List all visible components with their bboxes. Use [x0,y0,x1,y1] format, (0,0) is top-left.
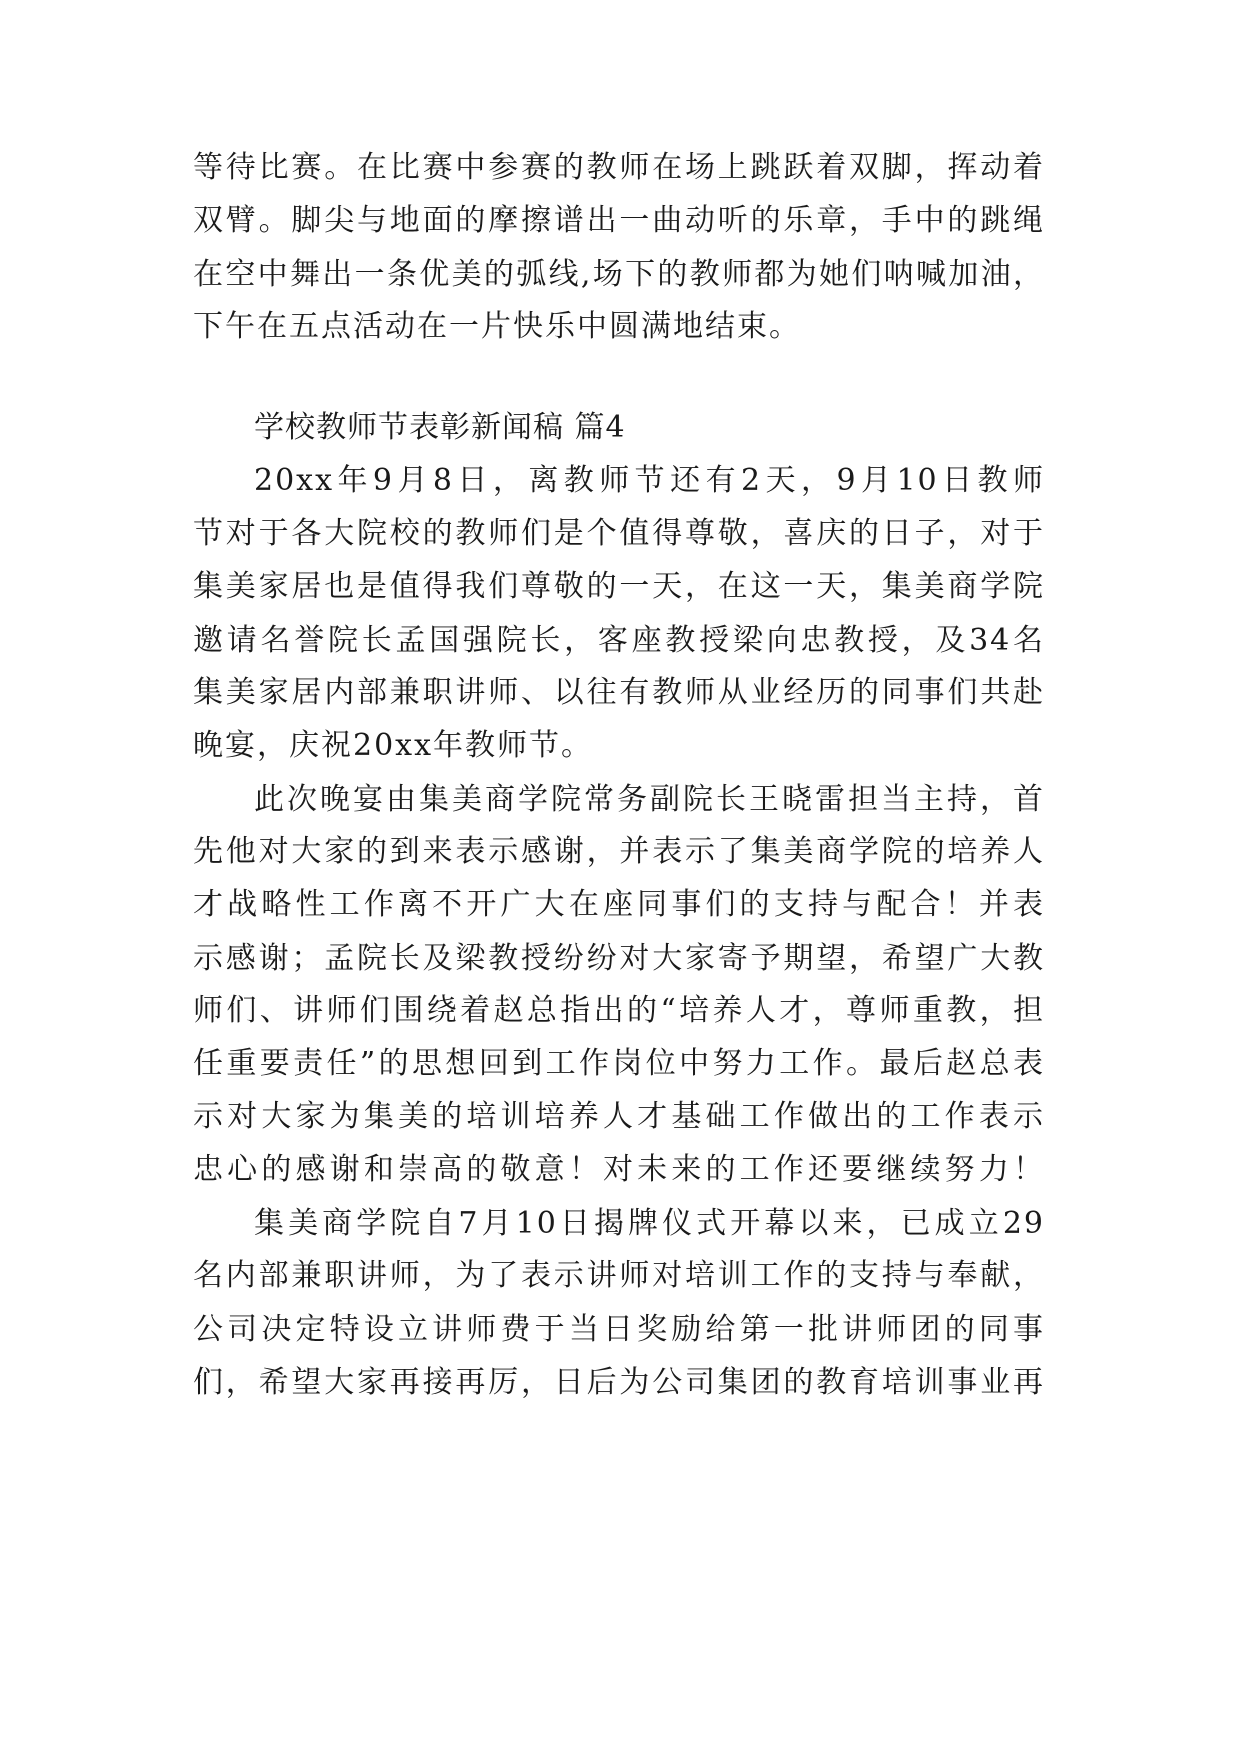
text-line: 节对于各大院校的教师们是个值得尊敬，喜庆的日子，对于 [193,516,1045,551]
text-line: 晚宴，庆祝20xx年教师节。 [193,728,594,763]
text-line: 下午在五点活动在一片快乐中圆满地结束。 [193,309,801,344]
text-line: 任重要责任”的思想回到工作岗位中努力工作。最后赵总表 [193,1046,1045,1081]
text-line: 集美家居也是值得我们尊敬的一天，在这一天，集美商学院 [193,569,1045,604]
text-line: 集美商学院自7月10日揭牌仪式开幕以来，已成立29 [254,1206,1045,1241]
text-line: 20xx年9月8日，离教师节还有2天，9月10日教师 [254,463,1045,498]
text-line: 先他对大家的到来表示感谢，并表示了集美商学院的培养人 [193,834,1045,869]
text-line: 邀请名誉院长孟国强院长，客座教授梁向忠教授，及34名 [193,623,1045,658]
text-line: 名内部兼职讲师，为了表示讲师对培训工作的支持与奉献， [193,1258,1045,1293]
text-line: 忠心的感谢和崇高的敬意！对未来的工作还要继续努力！ [193,1152,1045,1187]
text-line: 在空中舞出一条优美的弧线,场下的教师都为她们呐喊加油， [193,257,1045,292]
text-line: 此次晚宴由集美商学院常务副院长王晓雷担当主持，首 [254,782,1045,817]
text-line: 集美家居内部兼职讲师、以往有教师从业经历的同事们共赴 [193,675,1045,710]
text-line: 示对大家为集美的培训培养人才基础工作做出的工作表示 [193,1099,1045,1134]
text-line: 师们、讲师们围绕着赵总指出的“培养人才，尊师重教，担 [193,993,1045,1028]
text-line: 双臂。脚尖与地面的摩擦谱出一曲动听的乐章，手中的跳绳 [193,203,1045,238]
text-line: 公司决定特设立讲师费于当日奖励给第一批讲师团的同事 [193,1312,1045,1347]
text-line: 示感谢；孟院长及梁教授纷纷对大家寄予期望，希望广大教 [193,941,1045,976]
section-heading: 学校教师节表彰新闻稿 篇4 [254,410,626,445]
text-line: 才战略性工作离不开广大在座同事们的支持与配合！并表 [193,887,1045,922]
text-line: 等待比赛。在比赛中参赛的教师在场上跳跃着双脚，挥动着 [193,150,1045,185]
text-line: 们，希望大家再接再厉，日后为公司集团的教育培训事业再 [193,1365,1045,1400]
